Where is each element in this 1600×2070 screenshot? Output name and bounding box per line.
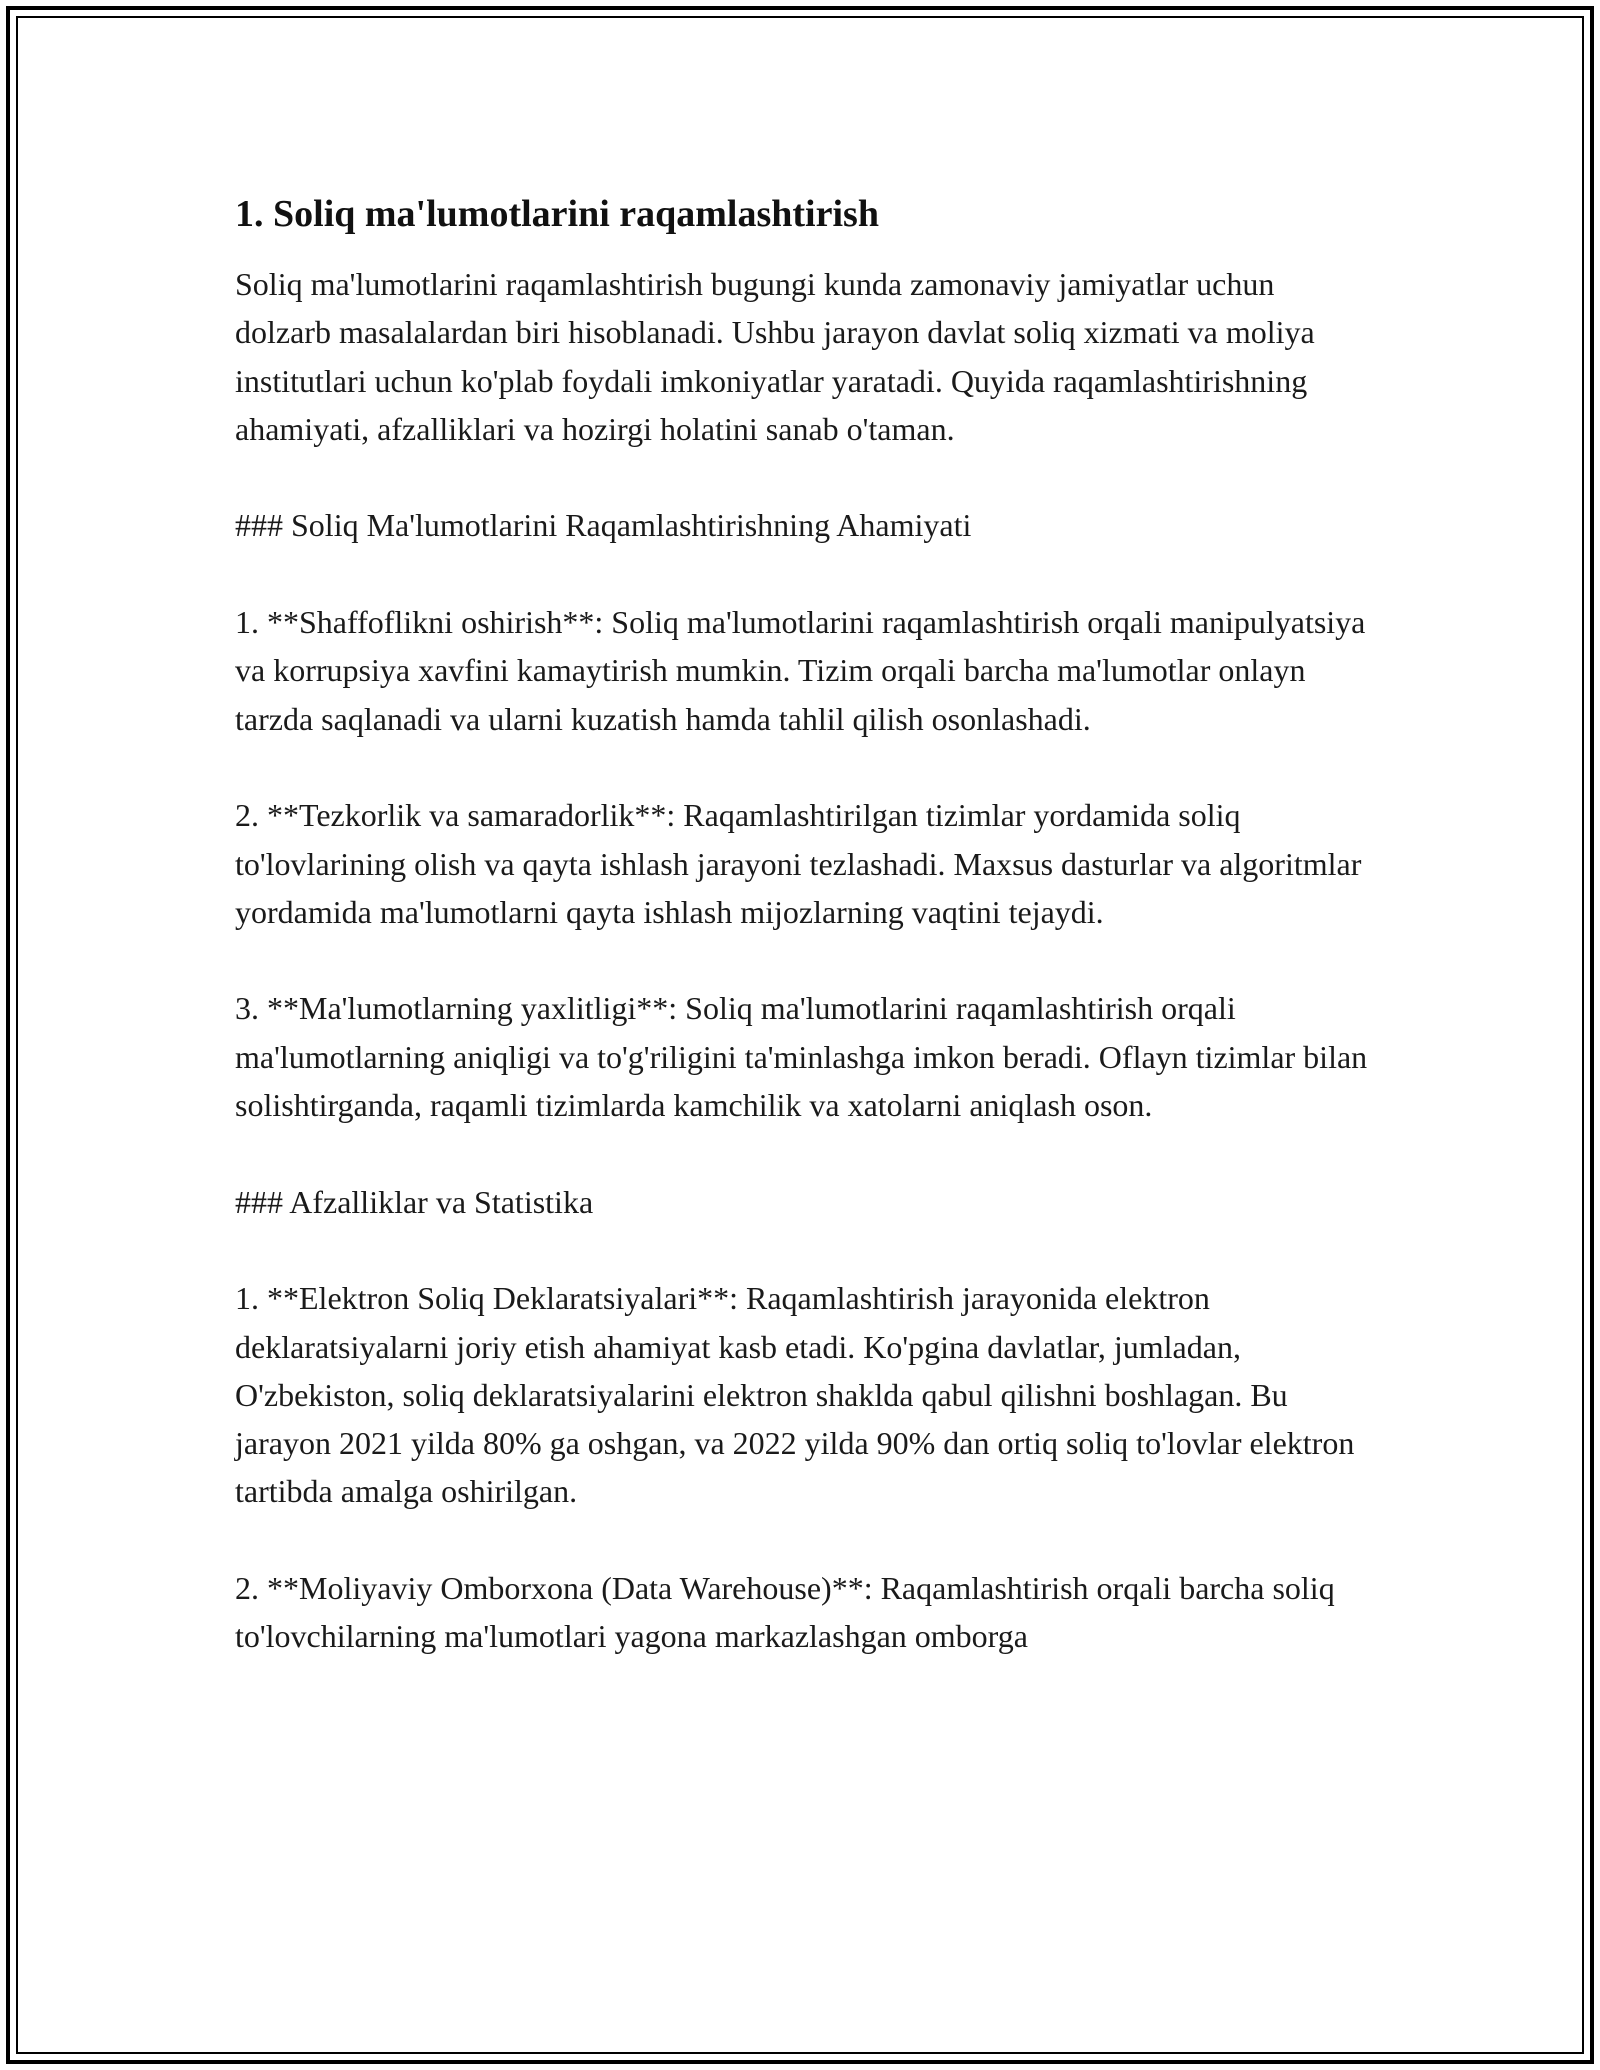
document-title: 1. Soliq ma'lumotlarini raqamlashtirish bbox=[235, 193, 879, 235]
section-heading-importance: ### Soliq Ma'lumotlarini Raqamlashtirishning Ahamiyati bbox=[235, 507, 972, 544]
list-item-e-declarations: 1. **Elektron Soliq Deklaratsiyalari**: Raqamlashtirish jarayonida elektron deklaratsiyalarni joriy etish ahamiyat kasb etadi. Ko'pgina davlatlar, jumladan, O'zbekiston, soliq deklaratsiyalarini elektron shaklda qabul qilishni boshlagan. Bu jarayon 2021 yilda 80% ga oshgan, va 2022 yilda 90% dan ortiq soliq to'lovlar elektron tartibda amalga oshirilgan. bbox=[235, 1280, 1355, 1510]
document-body bbox=[235, 190, 1375, 1661]
list-item-data-warehouse: 2. **Moliyaviy Omborxona (Data Warehouse)**: Raqamlashtirish orqali barcha soliq to'lovchilarning ma'lumotlari yagona markazlashgan omborga bbox=[235, 1570, 1335, 1655]
list-item-integrity: 3. **Ma'lumotlarning yaxlitligi**: Soliq ma'lumotlarini raqamlashtirish orqali ma'lumotlarning aniqligi va to'g'riligini ta'minlashga imkon beradi. Oflayn tizimlar bilan solishtirganda, raqamli tizimlarda kamchilik va xatolarni aniqlash oson. bbox=[235, 990, 1368, 1124]
section-heading-advantages: ### Afzalliklar va Statistika bbox=[235, 1183, 594, 1220]
intro-paragraph: Soliq ma'lumotlarini raqamlashtirish bugungi kunda zamonaviy jamiyatlar uchun dolzarb masalalardan biri hisoblanadi. Ushbu jarayon davlat soliq xizmati va moliya institutlari uchun ko'plab foydali imkoniyatlar yaratadi. Quyida raqamlashtirishning ahamiyati, afzalliklari va hozirgi holatini sanab o'taman. bbox=[235, 266, 1315, 447]
list-item-speed: 2. **Tezkorlik va samaradorlik**: Raqamlashtirilgan tizimlar yordamida soliq to'lovlarining olish va qayta ishlash jarayoni tezlashadi. Maxsus dasturlar va algoritmlar yordamida ma'lumotlarni qayta ishlash mijozlarning vaqtini tejaydi. bbox=[235, 797, 1362, 930]
list-item-transparency: 1. **Shaffoflikni oshirish**: Soliq ma'lumotlarini raqamlashtirish orqali manipulyatsiya va korrupsiya xavfini kamaytirish mumkin. Tizim orqali barcha ma'lumotlar onlayn tarzda saqlanadi va ularni kuzatish hamda tahlil qilish osonlashadi. bbox=[235, 604, 1366, 737]
